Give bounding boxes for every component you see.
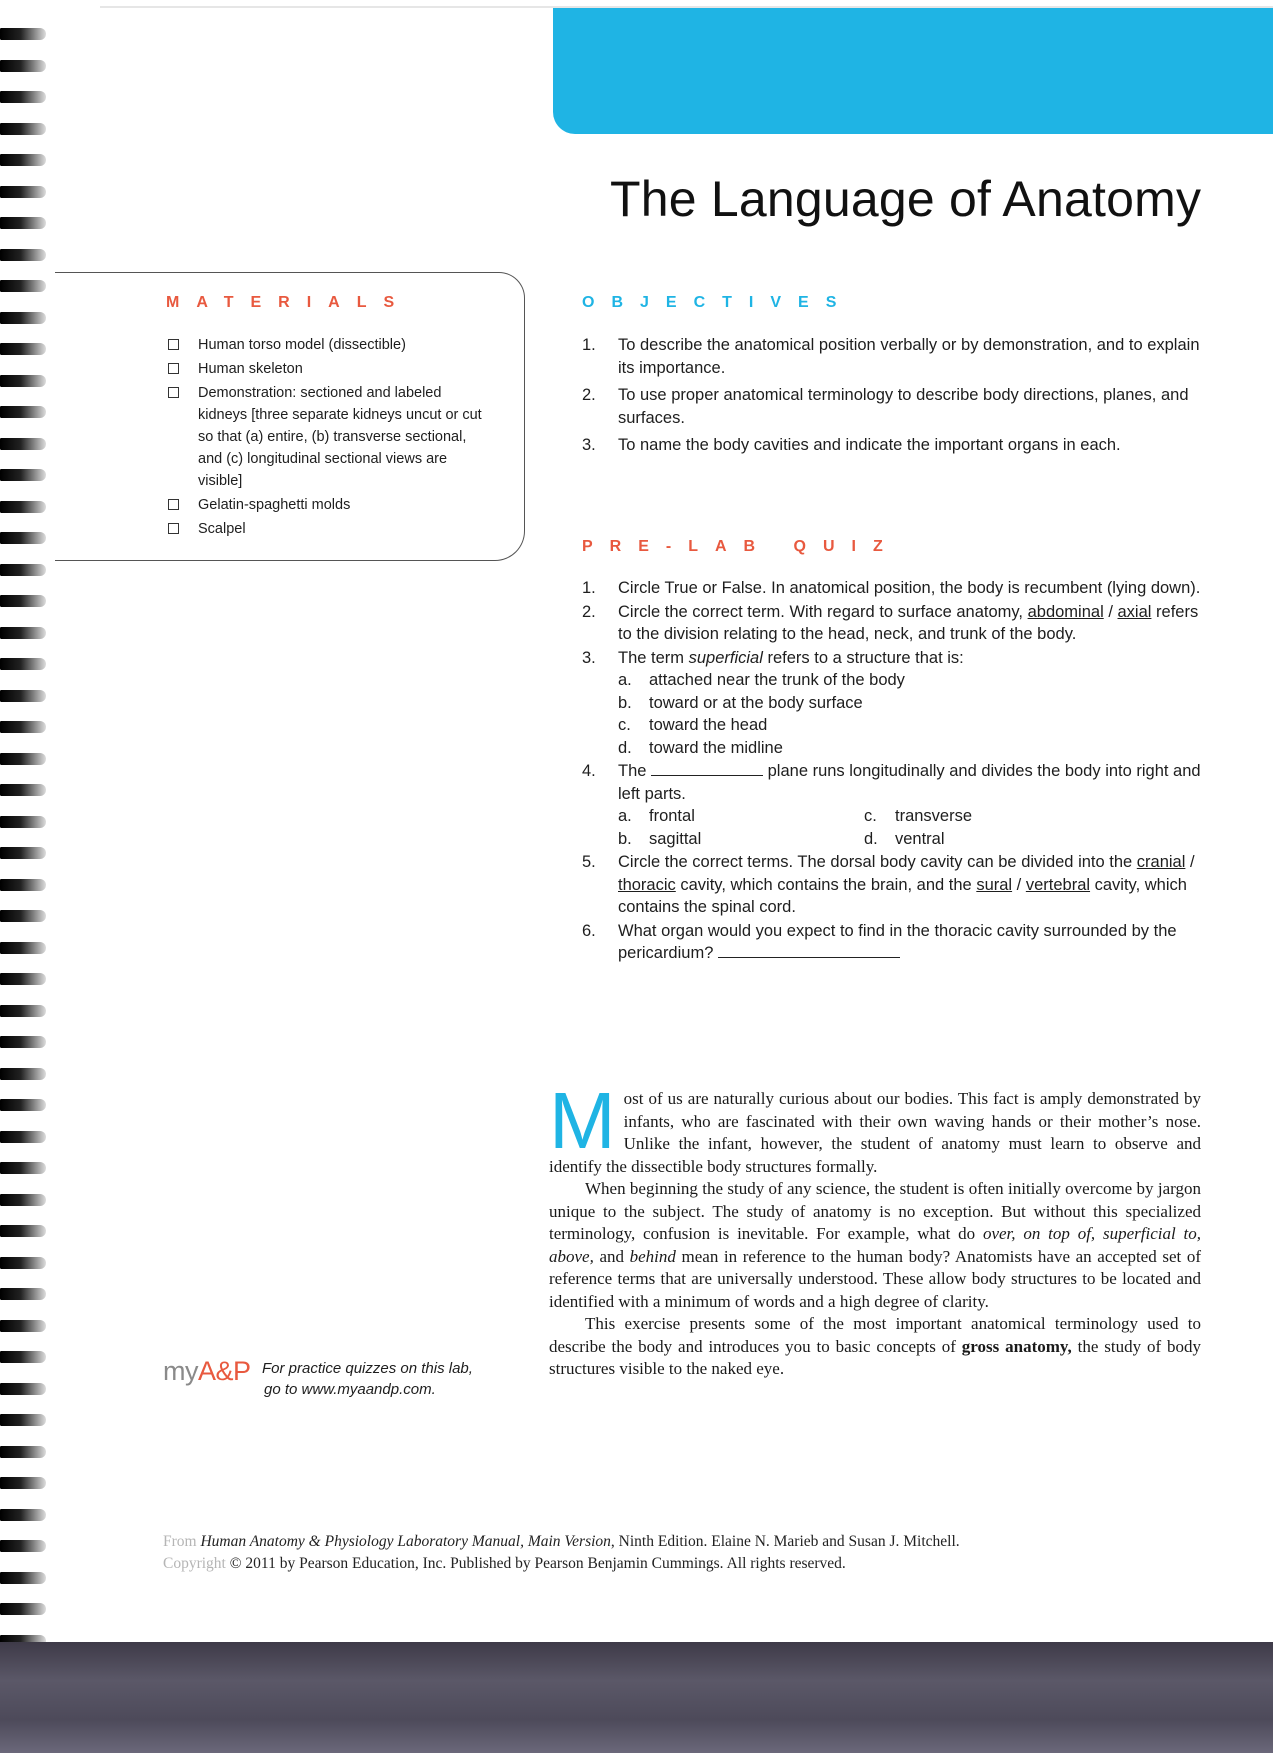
answer-option: a. attached near the trunk of the body <box>618 671 905 689</box>
binding-ring <box>0 1351 46 1363</box>
binding-ring <box>0 1162 46 1174</box>
binding-ring <box>0 847 46 859</box>
binding-ring <box>0 406 46 418</box>
binding-ring <box>0 942 46 954</box>
binding-ring <box>0 1257 46 1269</box>
checkbox-icon <box>168 499 179 510</box>
binding-ring <box>0 784 46 796</box>
page-title: The Language of Anatomy <box>610 171 1202 227</box>
binding-ring <box>0 1509 46 1521</box>
binding-ring <box>0 1603 46 1615</box>
list-item: Gelatin-spaghetti molds <box>166 494 486 516</box>
list-item: Human skeleton <box>166 358 486 380</box>
answer-option: b. sagittal <box>618 829 702 848</box>
prelab-quiz-list <box>582 577 1207 966</box>
binding-ring <box>0 1288 46 1300</box>
binding-ring <box>0 690 46 702</box>
checkbox-icon <box>168 523 179 534</box>
term-option: abdominal <box>1027 602 1104 621</box>
binding-ring <box>0 280 46 292</box>
myap-logo: myA&P <box>163 1356 251 1386</box>
binding-ring <box>0 753 46 765</box>
binding-ring <box>0 375 46 387</box>
citation-line-2: Copyright © 2011 by Pearson Education, Inc. Published by Pearson Benjamin Cummings. All rights reserved. <box>163 1555 846 1572</box>
binding-ring <box>0 1320 46 1332</box>
binding-ring <box>0 1572 46 1584</box>
binding-ring <box>0 1194 46 1206</box>
prelab-quiz-heading: PRE-LAB QUIZ <box>582 538 900 555</box>
quiz-question-5: 5. Circle the correct terms. The dorsal body cavity can be divided into the cranial / thoracic cavity, which contains the brain, and the sural / vertebral cavity, which contains the spinal cord. <box>582 853 1195 916</box>
binding-ring <box>0 501 46 513</box>
binding-ring <box>0 627 46 639</box>
myap-note: For practice quizzes on this lab, go to www.myaandp.com. <box>262 1358 512 1400</box>
list-item: 2. To use proper anatomical terminology to describe body directions, planes, and surfaces. <box>582 386 1189 427</box>
binding-ring <box>0 312 46 324</box>
checkbox-icon <box>168 363 179 374</box>
binding-ring <box>0 816 46 828</box>
objectives-list <box>582 334 1207 462</box>
answer-option: c. toward the head <box>618 716 768 734</box>
binding-ring <box>0 1005 46 1017</box>
fill-in-blank <box>718 943 900 958</box>
citation-line-1: From Human Anatomy & Physiology Laboratory Manual, Main Version, Ninth Edition. Elaine N. Marieb and Susan J. Mitchell. <box>163 1533 960 1550</box>
paragraph: When beginning the study of any science, the student is often initially overcome by jargon unique to the subject. The study of anatomy is no exception. But without this specialized terminology, confusion is inevitable. For example, what do over, on top of, superficial to, above, and behind mean in reference to the human body? Anatomists have an accepted set of reference terms that are universally understood. These allow body structures to be located and identified with a minimum of words and a high degree of clarity. <box>549 1179 1201 1311</box>
answer-option: a. frontal <box>618 807 695 825</box>
binding-ring <box>0 217 46 229</box>
binding-ring <box>0 532 46 544</box>
answer-options <box>618 805 1207 850</box>
binding-ring <box>0 1225 46 1237</box>
binding-ring <box>0 595 46 607</box>
binding-ring <box>0 1036 46 1048</box>
paragraph: Most of us are naturally curious about our bodies. This fact is amply demonstrated by infants, who are fascinated with their own waving hands or their mother’s nose. Unlike the infant, however, the student of anatomy must learn to observe and identify the dissectible body structures formally. <box>549 1076 1201 1176</box>
binding-ring <box>0 1477 46 1489</box>
answer-options <box>618 669 1207 759</box>
term-option: sural <box>976 875 1013 894</box>
binding-ring <box>0 1446 46 1458</box>
binding-ring <box>0 154 46 166</box>
binding-ring <box>0 1099 46 1111</box>
header-color-banner <box>553 8 1273 134</box>
intro-body-text <box>549 1076 1201 1381</box>
binding-ring <box>0 1131 46 1143</box>
term-option: vertebral <box>1025 875 1091 894</box>
binding-ring <box>0 721 46 733</box>
paragraph: This exercise presents some of the most important anatomical terminology used to describe the body and introduces you to basic concepts of gross anatomy, the study of body structures visible to the naked eye. <box>549 1314 1201 1378</box>
answer-option: d. ventral <box>864 829 945 848</box>
binding-ring <box>0 973 46 985</box>
citation-footer <box>163 1531 1203 1575</box>
quiz-question-4: 4. The plane runs longitudinally and divides the body into right and left parts. a. frontal c. transverse b. sagittal d. ventral <box>582 760 1207 850</box>
binding-ring <box>0 28 46 40</box>
binding-ring <box>0 1540 46 1552</box>
list-item: Demonstration: sectioned and labeled kidneys [three separate kidneys uncut or cut so that (a) entire, (b) transverse sectional, and (c) longitudinal sectional views are visible] <box>166 382 486 492</box>
materials-heading: MATERIALS <box>166 294 412 311</box>
list-item: Human torso model (dissectible) <box>166 334 486 356</box>
answer-option: b. toward or at the body surface <box>618 693 863 712</box>
binding-ring <box>0 1068 46 1080</box>
list-item: 3. To name the body cavities and indicate the important organs in each. <box>582 436 1121 454</box>
quiz-question-6: 6. What organ would you expect to find in the thoracic cavity surrounded by the pericardium? <box>582 921 1177 962</box>
term-option: thoracic <box>618 875 676 894</box>
list-item: 1. To describe the anatomical position verbally or by demonstration, and to explain its importance. <box>582 336 1200 377</box>
binding-ring <box>0 879 46 891</box>
binding-ring <box>0 249 46 261</box>
answer-option: d. toward the midline <box>618 738 783 757</box>
objectives-heading: OBJECTIVES <box>582 294 854 311</box>
checkbox-icon <box>168 339 179 350</box>
binding-ring <box>0 1414 46 1426</box>
binding-ring <box>0 469 46 481</box>
term-option: axial <box>1117 602 1152 621</box>
checkbox-icon <box>168 387 179 398</box>
drop-cap: M <box>549 1076 616 1165</box>
binding-ring <box>0 123 46 135</box>
spiral-binding <box>0 0 50 1650</box>
binding-ring <box>0 1383 46 1395</box>
term-option: cranial <box>1136 853 1186 871</box>
binding-ring <box>0 658 46 670</box>
binding-ring <box>0 910 46 922</box>
binding-ring <box>0 60 46 72</box>
quiz-question-3: 3. The term superficial refers to a structure that is: a. attached near the trunk of the body b. toward or at the body surface c. toward the head d. toward the midline <box>582 647 1207 760</box>
binding-ring <box>0 343 46 355</box>
binding-ring <box>0 438 46 450</box>
answer-option: c. transverse <box>864 807 973 825</box>
scan-bottom-shadow <box>0 1642 1273 1753</box>
myap-url-text: go to www.myaandp.com. <box>264 1381 436 1398</box>
list-item: Scalpel <box>166 518 486 540</box>
materials-list <box>166 334 486 542</box>
binding-ring <box>0 186 46 198</box>
quiz-question-1: 1. Circle True or False. In anatomical position, the body is recumbent (lying down). <box>582 579 1201 597</box>
fill-in-blank <box>651 761 763 776</box>
binding-ring <box>0 91 46 103</box>
binding-ring <box>0 564 46 576</box>
quiz-question-2: 2. Circle the correct term. With regard to surface anatomy, abdominal / axial refers to the division relating to the head, neck, and trunk of the body. <box>582 602 1199 643</box>
